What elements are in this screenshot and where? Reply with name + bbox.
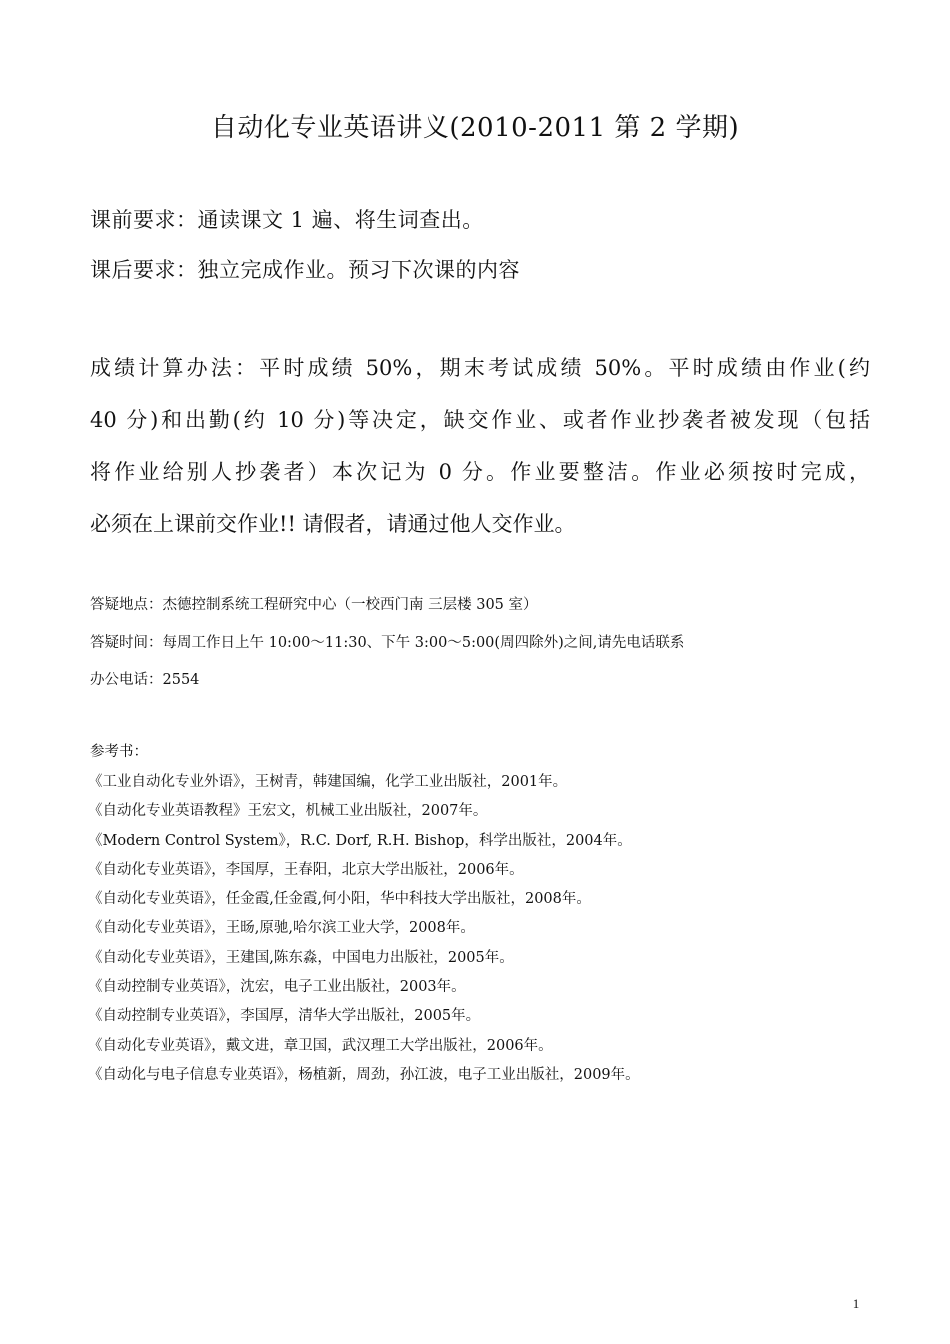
- references-heading: 参考书：: [90, 744, 148, 760]
- post-class-requirement: 课后要求：独立完成作业。预习下次课的内容: [90, 258, 520, 282]
- page-number: 1: [852, 1296, 860, 1311]
- reference-item: 《自动化专业英语》，王建国,陈东淼，中国电力出版社，2005年。: [88, 949, 514, 966]
- grading-line: 成绩计算办法：平时成绩 50%，期末考试成绩 50%。平时成绩由作业(约: [90, 356, 870, 380]
- document-title: 自动化专业英语讲义(2010-2011 第 2 学期): [210, 113, 740, 143]
- reference-item: 《自动化专业英语》，李国厚，王春阳，北京大学出版社，2006年。: [88, 861, 524, 878]
- reference-item: 《Modern Control System》，R.C. Dorf, R.H. Bishop，科学出版社，2004年。: [88, 832, 632, 849]
- grading-line: 40 分)和出勤(约 10 分)等决定，缺交作业、或者作业抄袭者被发现（包括: [90, 408, 870, 432]
- pre-class-requirement: 课前要求：通读课文 1 遍、将生词查出。: [90, 208, 484, 232]
- reference-item: 《自动控制专业英语》，沈宏，电子工业出版社，2003年。: [88, 979, 466, 996]
- reference-item: 《自动控制专业英语》，李国厚，清华大学出版社，2005年。: [88, 1008, 481, 1025]
- reference-item: 《自动化专业英语》，戴文进，章卫国，武汉理工大学出版社，2006年。: [88, 1037, 553, 1054]
- reference-item: 《自动化与电子信息专业英语》，杨植新，周劲，孙江波，电子工业出版社，2009年。: [88, 1066, 640, 1083]
- references-list: [88, 771, 640, 1093]
- qa-location: 答疑地点：杰德控制系统工程研究中心（一校西门南 三层楼 305 室）: [90, 597, 538, 613]
- grading-line: 将作业给别人抄袭者）本次记为 0 分。作业要整洁。作业必须按时完成，: [90, 460, 870, 484]
- grading-paragraph: [90, 352, 870, 560]
- reference-item: 《工业自动化专业外语》，王树青，韩建国编，化学工业出版社，2001年。: [88, 774, 568, 790]
- office-phone: 办公电话：2554: [90, 672, 200, 688]
- grading-line: 必须在上课前交作业!! 请假者，请通过他人交作业。: [90, 512, 576, 536]
- reference-item: 《自动化专业英语》，王旸,原驰,哈尔滨工业大学，2008年。: [88, 920, 475, 937]
- reference-item: 《自动化专业英语教程》王宏文，机械工业出版社，2007年。: [88, 803, 488, 820]
- reference-item: 《自动化专业英语》，任金霞,任金霞,何小阳，华中科技大学出版社，2008年。: [88, 891, 591, 908]
- qa-time: 答疑时间：每周工作日上午 10:00～11:30、下午 3:00～5:00(周四除外)之间,请先电话联系: [90, 635, 685, 651]
